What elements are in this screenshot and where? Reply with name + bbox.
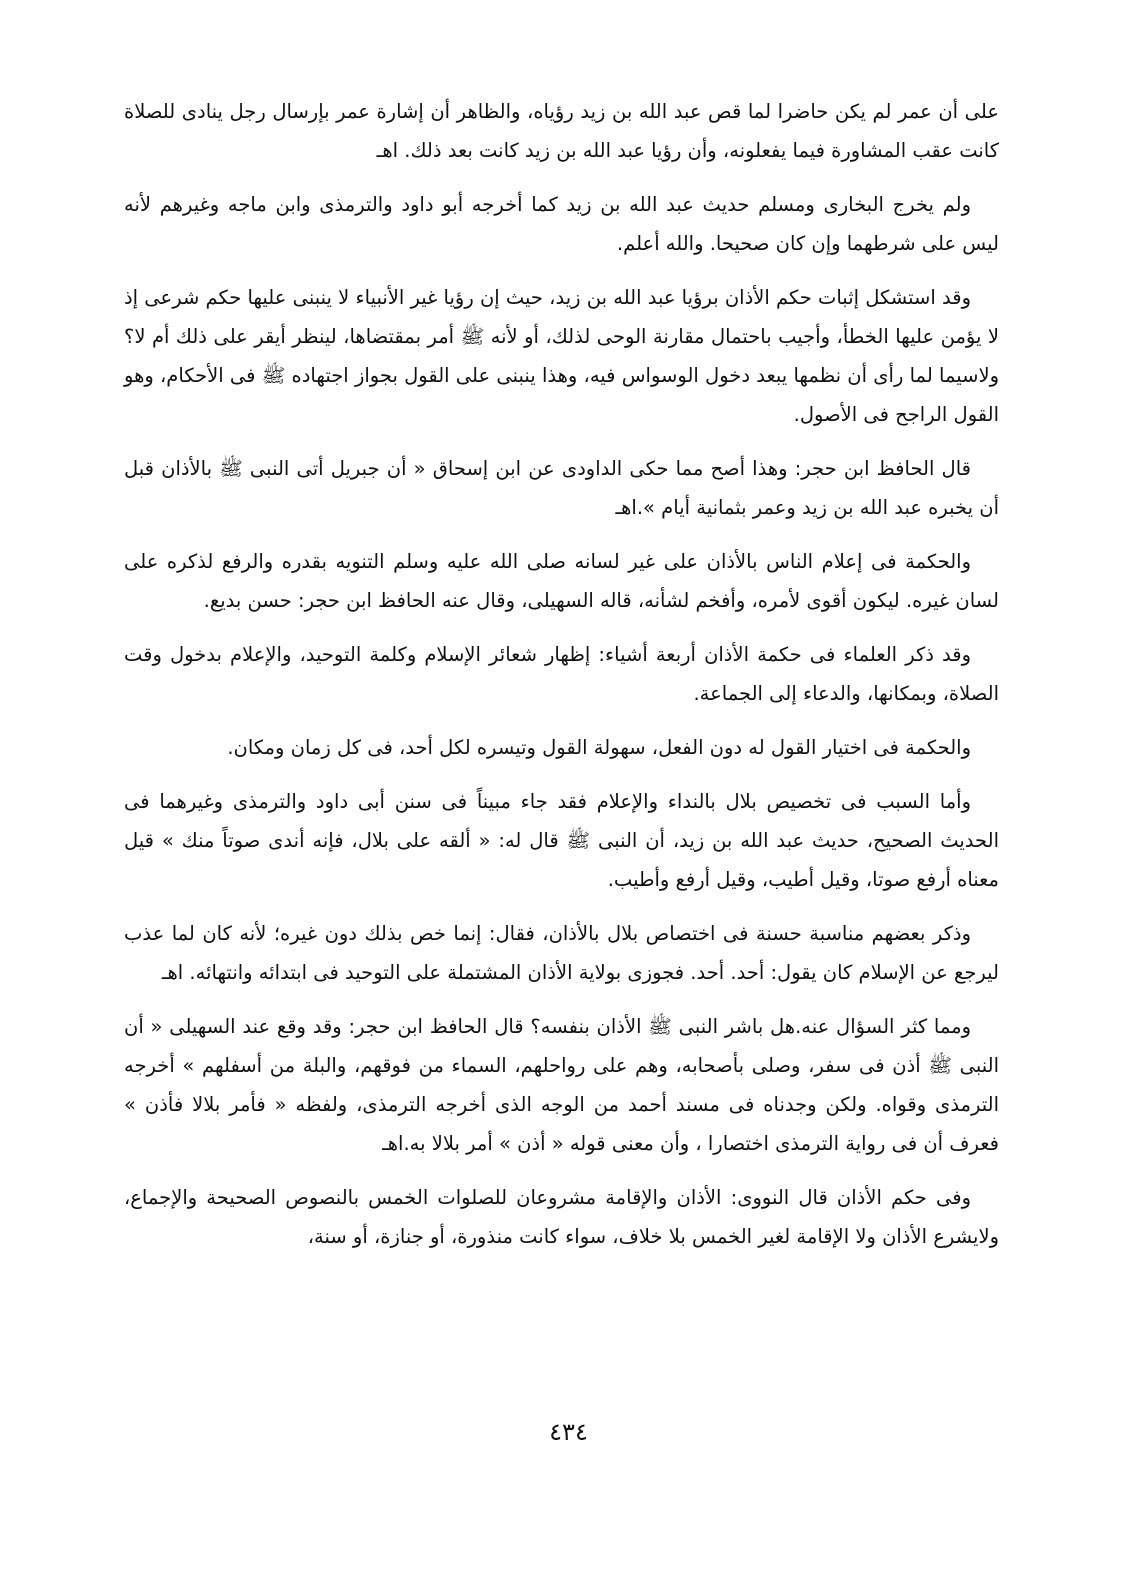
paragraph-bilal-tawhid: وذكر بعضهم مناسبة حسنة فى اختصاص بلال بالأذان، فقال: إنما خص بذلك دون غيره؛ لأنه كان لما عذب ليرجع عن الإسلام كان يقول: أحد. أحد. فجوزى بولاية الأذان المشتملة على التوحيد فى ابتدائه وانتهائه. اهـ xyxy=(124,922,999,984)
paragraph-dream-ruling: وقد استشكل إثبات حكم الأذان برؤيا عبد الله بن زيد، حيث إن رؤيا غير الأنبياء لا ينبنى عليها حكم شرعى إذ لا يؤمن عليها الخطأ، وأجيب باحتمال مقارنة الوحى لذلك، أو لأنه ﷺ أمر بمقتضاها، لينظر أيقر على ذلك أم لا؟ ولاسيما لما رأى أن نظمها يبعد دخول الوسواس فيه، وهذا ينبنى على القول بجواز اجتهاده ﷺ فى الأحكام، وهو القول الراجح فى الأصول. xyxy=(124,286,999,426)
paragraph-prophet-adhan: ومما كثر السؤال عنه.هل باشر النبى ﷺ الأذان بنفسه؟ قال الحافظ ابن حجر: وقد وقع عند السهيلى « أن النبى ﷺ أذن فى سفر، وصلى بأصحابه، وهم على رواحلهم، السماء من فوقهم، والبلة من أسفلهم » أخرجه الترمذى وقواه. ولكن وجدناه فى مسند أحمد من الوجه الذى أخرجه الترمذى، ولفظه « فأمر بلالا فأذن » فعرف أن فى رواية الترمذى اختصارا ، وأن معنى قوله « أذن » أمر بلالا به.اهـ xyxy=(124,1015,999,1155)
paragraph-continuation: على أن عمر لم يكن حاضرا لما قص عبد الله بن زيد رؤياه، والظاهر أن إشارة عمر بإرسال رجل ينادى للصلاة كانت عقب المشاورة فيما يفعلونه، وأن رؤيا عبد الله بن زيد كانت بعد ذلك. اهـ xyxy=(124,100,999,162)
paragraph-four-wisdoms: وقد ذكر العلماء فى حكمة الأذان أربعة أشياء: إظهار شعائر الإسلام وكلمة التوحيد، والإعلام بدخول وقت الصلاة، وبمكانها، والدعاء إلى الجماعة. xyxy=(124,643,999,705)
paragraph-ibn-hajar-quote: قال الحافظ ابن حجر: وهذا أصح مما حكى الداودى عن ابن إسحاق « أن جبريل أتى النبى ﷺ بالأذان قبل أن يخبره عبد الله بن زيد وعمر بثمانية أيام ».اهـ xyxy=(124,457,999,519)
paragraph-nawawi-ruling: وفى حكم الأذان قال النووى: الأذان والإقامة مشروعان للصلوات الخمس بالنصوص الصحيحة والإجماع، ولايشرع الأذان ولا الإقامة لغير الخمس بلا خلاف، سواء كانت منذورة، أو جنازة، أو سنة، xyxy=(124,1186,999,1248)
body-text xyxy=(124,92,999,1271)
paragraph-bukhari-muslim: ولم يخرج البخارى ومسلم حديث عبد الله بن زيد كما أخرجه أبو داود والترمذى وابن ماجه وغيرهم لأنه ليس على شرطهما وإن كان صحيحا. والله أعلم. xyxy=(124,193,999,255)
paragraph-bilal-reason: وأما السبب فى تخصيص بلال بالنداء والإعلام فقد جاء مبيناً فى سنن أبى داود والترمذى وغيرهما فى الحديث الصحيح، حديث عبد الله بن زيد، أن النبى ﷺ قال له: « ألقه على بلال، فإنه أندى صوتاً منك » قيل معناه أرفع صوتا، وقيل أطيب، وقيل أرفع وأطيب. xyxy=(124,790,999,891)
page-number: ٤٣٤ xyxy=(549,1418,588,1446)
paragraph-word-over-deed: والحكمة فى اختيار القول له دون الفعل، سهولة القول وتيسره لكل أحد، فى كل زمان ومكان. xyxy=(227,736,971,759)
paragraph-wisdom-announcement: والحكمة فى إعلام الناس بالأذان على غير لسانه صلى الله عليه وسلم التنويه بقدره والرفع لذكره على لسان غيره. ليكون أقوى لأمره، وأفخم لشأنه، قاله السهيلى، وقال عنه الحافظ ابن حجر: حسن بديع. xyxy=(124,550,999,612)
